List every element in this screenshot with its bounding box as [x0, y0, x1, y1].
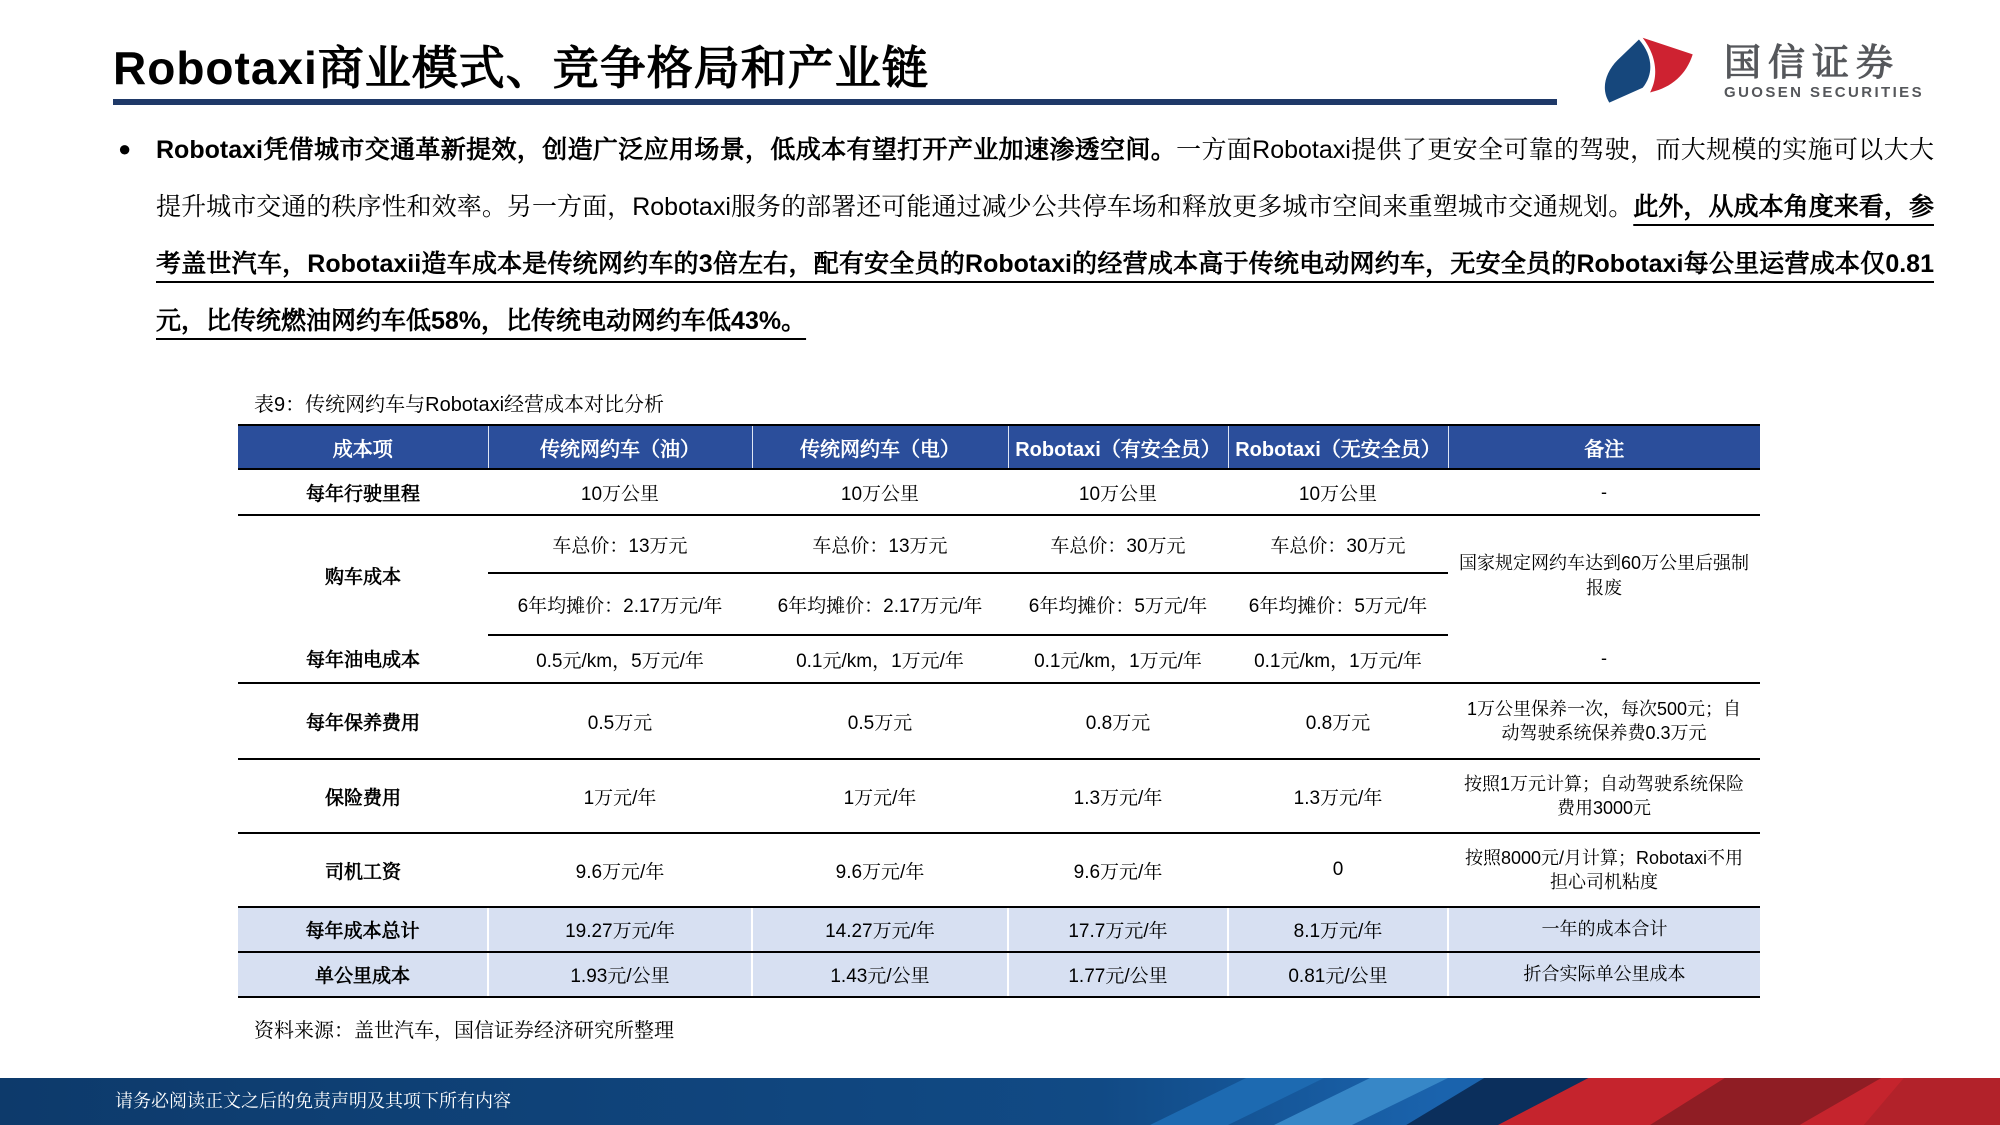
table-cell: 10万公里	[1228, 469, 1448, 515]
table-cell: 1.3万元/年	[1228, 759, 1448, 833]
table-cell: 0.8万元	[1008, 683, 1228, 759]
remark-cell: 按照8000元/月计算；Robotaxi不用担心司机粘度	[1448, 833, 1760, 907]
logo-text-en: GUOSEN SECURITIES	[1724, 83, 1924, 101]
row-label: 每年行驶里程	[238, 469, 488, 515]
footer-bar	[0, 1078, 2000, 1125]
table-cell: 1.77元/公里	[1008, 952, 1228, 997]
header-cell-gas-ridehail: 传统网约车（油）	[488, 425, 752, 469]
intro-paragraph	[118, 122, 1934, 350]
disclaimer-text: 请务必阅读正文之后的免责声明及其项下所有内容	[115, 1091, 511, 1111]
guosen-logo-text	[1724, 43, 1924, 101]
table-cell: 10万公里	[1008, 469, 1228, 515]
table-header-row	[238, 425, 1760, 469]
table-row-mileage	[238, 469, 1760, 515]
intro-body: 一方面Robotaxi提供了更安全可靠的驾驶，而大规模的实施可以大大提升城市交通的秩序性和效率。另一方面，Robotaxi服务的部署还可能通过减少公共停车场和释放更多城市空间来重塑城市交通规划。	[156, 136, 1935, 221]
table-cell: 车总价：30万元	[1228, 515, 1448, 573]
table-row-driver-salary	[238, 833, 1760, 907]
row-label: 每年油电成本	[238, 635, 488, 683]
table-row-maintenance	[238, 683, 1760, 759]
row-label: 单公里成本	[238, 952, 488, 997]
table-cell: 车总价：30万元	[1008, 515, 1228, 573]
row-label: 司机工资	[238, 833, 488, 907]
table-row-cost-per-km	[238, 952, 1760, 997]
remark-cell: 折合实际单公里成本	[1448, 952, 1760, 997]
table-cell: 9.6万元/年	[1008, 833, 1228, 907]
logo-text-cn: 国信证券	[1724, 42, 1900, 84]
intro-emphasis: 此外，从成本角度来看，参考盖世汽车，Robotaxii造车成本是传统网约车的3倍左右，配有安全员的Robotaxi的经营成本高于传统电动网约车，无安全员的Robotaxi每公里运营成本仅0.81元，比传统燃油网约车低58%，比传统电动网约车低43%。	[156, 193, 1934, 335]
header-cell-remark: 备注	[1448, 425, 1760, 469]
table-row-fuel-cost	[238, 635, 1760, 683]
remark-cell: 1万公里保养一次，每次500元；自动驾驶系统保养费0.3万元	[1448, 683, 1760, 759]
table-cell: 车总价：13万元	[752, 515, 1008, 573]
remark-cell: -	[1448, 469, 1760, 515]
page-title: Robotaxi商业模式、竞争格局和产业链	[113, 42, 929, 94]
source-note: 资料来源：盖世汽车，国信证券经济研究所整理	[254, 1020, 674, 1042]
header-cell-robotaxi-nosafety: Robotaxi（无安全员）	[1228, 425, 1448, 469]
table-cell: 0.81元/公里	[1228, 952, 1448, 997]
intro-lead: Robotaxi凭借城市交通革新提效，创造广泛应用场景，低成本有望打开产业加速渗透空间。	[156, 136, 1177, 164]
table-cell: 6年均摊价：5万元/年	[1008, 573, 1228, 635]
table-row-insurance	[238, 759, 1760, 833]
table-cell: 0.8万元	[1228, 683, 1448, 759]
header-cell-ev-ridehail: 传统网约车（电）	[752, 425, 1008, 469]
remark-cell: -	[1448, 635, 1760, 683]
table-cell: 0.5万元	[488, 683, 752, 759]
remark-cell: 一年的成本合计	[1448, 907, 1760, 952]
table-cell: 1.93元/公里	[488, 952, 752, 997]
table-cell: 10万公里	[488, 469, 752, 515]
table-cell: 9.6万元/年	[752, 833, 1008, 907]
cost-comparison-table	[238, 424, 1760, 998]
header-cell-cost-item: 成本项	[238, 425, 488, 469]
table-cell: 1.43元/公里	[752, 952, 1008, 997]
guosen-logo	[1592, 34, 1924, 110]
table-cell: 0	[1228, 833, 1448, 907]
table-cell: 1.3万元/年	[1008, 759, 1228, 833]
table-cell: 0.1元/km，1万元/年	[1008, 635, 1228, 683]
table-row-annual-total	[238, 907, 1760, 952]
remark-cell: 按照1万元计算；自动驾驶系统保险费用3000元	[1448, 759, 1760, 833]
table-cell: 17.7万元/年	[1008, 907, 1228, 952]
table-cell: 14.27万元/年	[752, 907, 1008, 952]
table-cell: 0.1元/km，1万元/年	[1228, 635, 1448, 683]
table-cell: 10万公里	[752, 469, 1008, 515]
table-cell: 8.1万元/年	[1228, 907, 1448, 952]
table-cell: 9.6万元/年	[488, 833, 752, 907]
bullet-icon: ●	[118, 136, 132, 161]
header-cell-robotaxi-safety: Robotaxi（有安全员）	[1008, 425, 1228, 469]
table-row-purchase-price	[238, 515, 1760, 573]
row-label: 每年成本总计	[238, 907, 488, 952]
row-label: 购车成本	[238, 515, 488, 635]
table-cell: 19.27万元/年	[488, 907, 752, 952]
table-cell: 1万元/年	[488, 759, 752, 833]
table-cell: 车总价：13万元	[488, 515, 752, 573]
table-cell: 6年均摊价：2.17万元/年	[488, 573, 752, 635]
table-cell: 1万元/年	[752, 759, 1008, 833]
table-cell: 6年均摊价：2.17万元/年	[752, 573, 1008, 635]
table-cell: 0.5万元	[752, 683, 1008, 759]
row-label: 每年保养费用	[238, 683, 488, 759]
table-cell: 6年均摊价：5万元/年	[1228, 573, 1448, 635]
table-cell: 0.1元/km，1万元/年	[752, 635, 1008, 683]
table-caption: 表9：传统网约车与Robotaxi经营成本对比分析	[254, 394, 665, 416]
row-label: 保险费用	[238, 759, 488, 833]
table-cell: 0.5元/km，5万元/年	[488, 635, 752, 683]
guosen-logo-icon	[1592, 34, 1710, 110]
remark-cell: 国家规定网约车达到60万公里后强制报废	[1448, 515, 1760, 635]
title-underline-rule	[113, 99, 1557, 105]
